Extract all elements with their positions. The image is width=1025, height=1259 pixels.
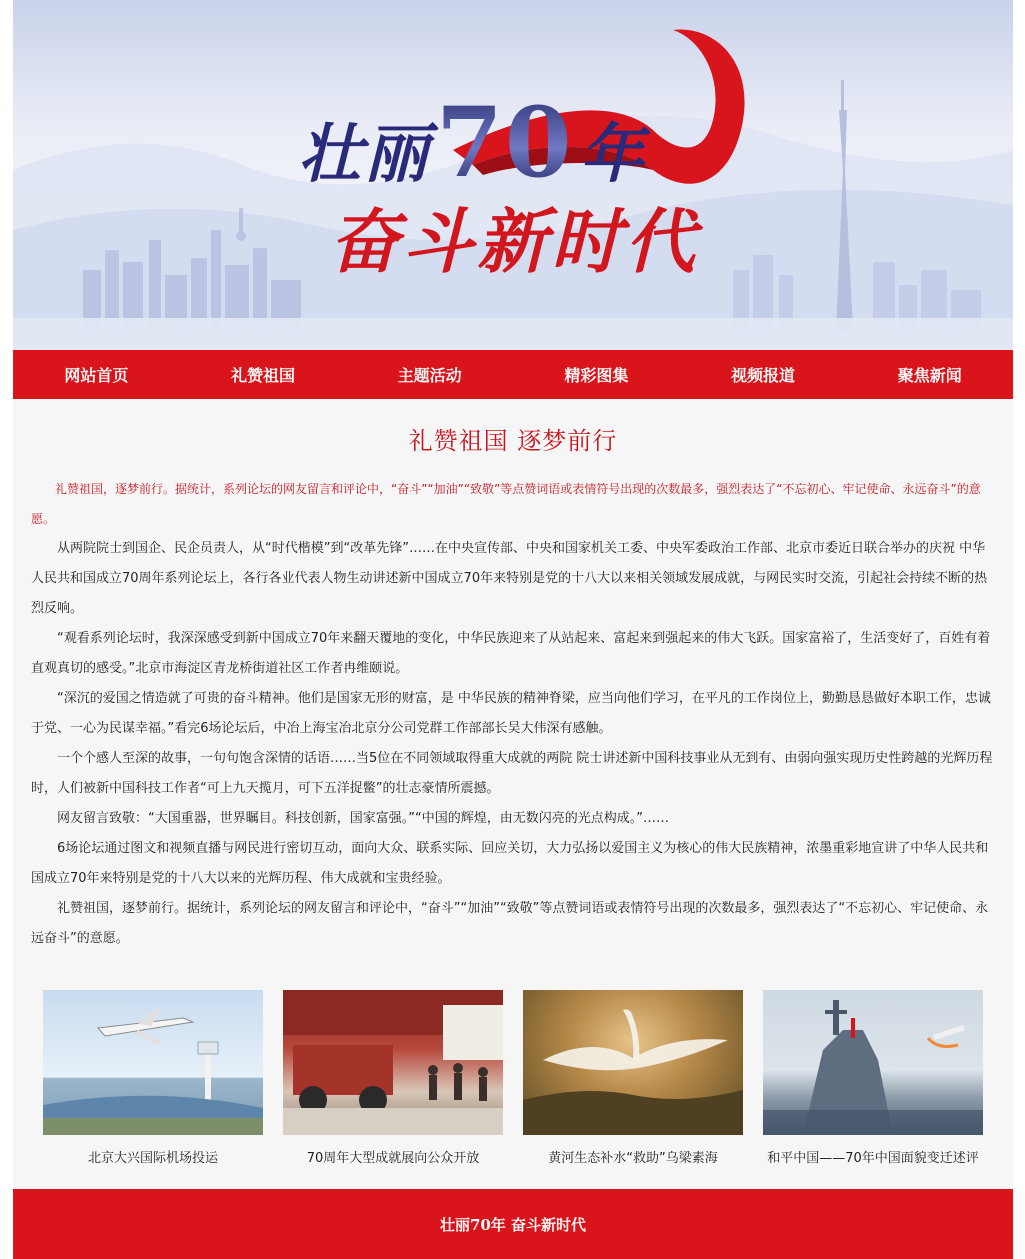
article-paragraph: 一个个感人至深的故事，一句句饱含深情的话语……当5位在不同领域取得重大成就的两院 院士讲述新中国科技事业从无到有、由弱向强实现历史性跨越的光辉历程时，人们被新中国科技工作者“可上九天揽月，可下五洋捉鳖”的壮志豪情所震撼。 (31, 751, 993, 796)
photo-card-wetland[interactable] (523, 990, 743, 1166)
banner-title (298, 86, 646, 199)
photo-caption[interactable]: 黄河生态补水“救助”乌梁素海 (548, 1151, 718, 1166)
banner-title-number: 70 (436, 86, 574, 199)
banner-title-part1: 壮丽 (298, 117, 430, 192)
photo-caption[interactable]: 北京大兴国际机场投运 (87, 1151, 218, 1166)
photo-card-exhibition[interactable] (283, 990, 503, 1166)
page (13, 0, 1013, 1259)
article-paragraph: “观看系列论坛时，我深深感受到新中国成立70年来翻天覆地的变化，中华民族迎来了从站起来、富起来到强起来的伟大飞跃。国家富裕了，生活变好了，百姓有着直观真切的感受。”北京市海淀区青龙桥街道社区工作者冉维颐说。 (31, 631, 991, 676)
article-paragraph: “深沉的爱国之情造就了可贵的奋斗精神。他们是国家无形的财富，是 中华民族的精神脊梁，应当向他们学习，在平凡的工作岗位上，勤勤恳恳做好本职工作，忠诚于党、一心为民谋幸福。”看完6场论坛后，中冶上海宝冶北京分公司党群工作部部长吴大伟深有感触。 (31, 691, 991, 736)
photo-caption[interactable]: 和平中国——70年中国面貌变迁述评 (767, 1151, 979, 1166)
article-title: 礼赞祖国 逐梦前行 (408, 427, 618, 455)
article-paragraph: 6场论坛通过图文和视频直播与网民进行密切互动，面向大众、联系实际、回应关切，大力弘扬以爱国主义为核心的伟大民族精神，浓墨重彩地宣讲了中华人民共和国成立70年来特别是党的十八大以来的光辉历程、伟大成就和宝贵经验。 (31, 841, 989, 886)
banner (13, 0, 1013, 350)
footer-text: 壮丽70年 奋斗新时代 (439, 1215, 587, 1234)
nav-item-praise-motherland[interactable]: 礼赞祖国 (231, 366, 296, 385)
photo-card-airport[interactable] (43, 990, 263, 1166)
article-paragraph: 礼赞祖国，逐梦前行。据统计，系列论坛的网友留言和评论中，“奋斗”“加油”“致敬”等点赞词语或表情符号出现的次数最多，强烈表达了“不忘初心、牢记使命、永远奋斗”的意愿。 (31, 901, 989, 946)
photo-warship-image[interactable] (763, 990, 983, 1135)
photo-gallery (43, 990, 983, 1166)
photo-wetland-image[interactable] (523, 990, 743, 1135)
photo-card-warship[interactable] (763, 990, 983, 1166)
photo-caption[interactable]: 70周年大型成就展向公众开放 (306, 1151, 480, 1166)
footer (13, 1189, 1013, 1259)
nav-item-video-reports[interactable]: 视频报道 (731, 366, 796, 385)
nav-item-gallery[interactable]: 精彩图集 (564, 366, 629, 385)
photo-airport-image[interactable] (43, 990, 263, 1135)
photo-exhibition-image[interactable] (283, 990, 503, 1135)
main-nav (13, 350, 1013, 399)
article-intro: 礼赞祖国，逐梦前行。据统计，系列论坛的网友留言和评论中，“奋斗”“加油”“致敬”等点赞词语或表情符号出现的次数最多，强烈表达了“不忘初心、牢记使命、永远奋斗”的意愿。 (31, 482, 981, 526)
nav-item-theme-activities[interactable]: 主题活动 (397, 366, 462, 385)
article (13, 399, 1013, 954)
nav-item-home[interactable]: 网站首页 (64, 366, 129, 385)
nav-item-news-focus[interactable]: 聚焦新闻 (897, 366, 962, 385)
banner-title-part2: 年 (579, 117, 646, 192)
article-paragraph: 从两院院士到国企、民企员责人，从“时代楷模”到“改革先锋”……在中央宣传部、中央和国家机关工委、中央军委政治工作部、北京市委近日联合举办的庆祝 中华人民共和国成立70周年系列论坛上，各行各业代表人物生动讲述新中国成立70年来特别是党的十八大以来相关领域发展成就，与网民实时交流，引起社会持续不断的热烈反响。 (31, 541, 988, 616)
banner-subtitle: 奋斗新时代 (329, 200, 699, 283)
article-paragraph: 网友留言致敬：“大国重器，世界瞩目。科技创新，国家富强。”“中国的辉煌，由无数闪亮的光点构成。”…… (57, 811, 669, 826)
